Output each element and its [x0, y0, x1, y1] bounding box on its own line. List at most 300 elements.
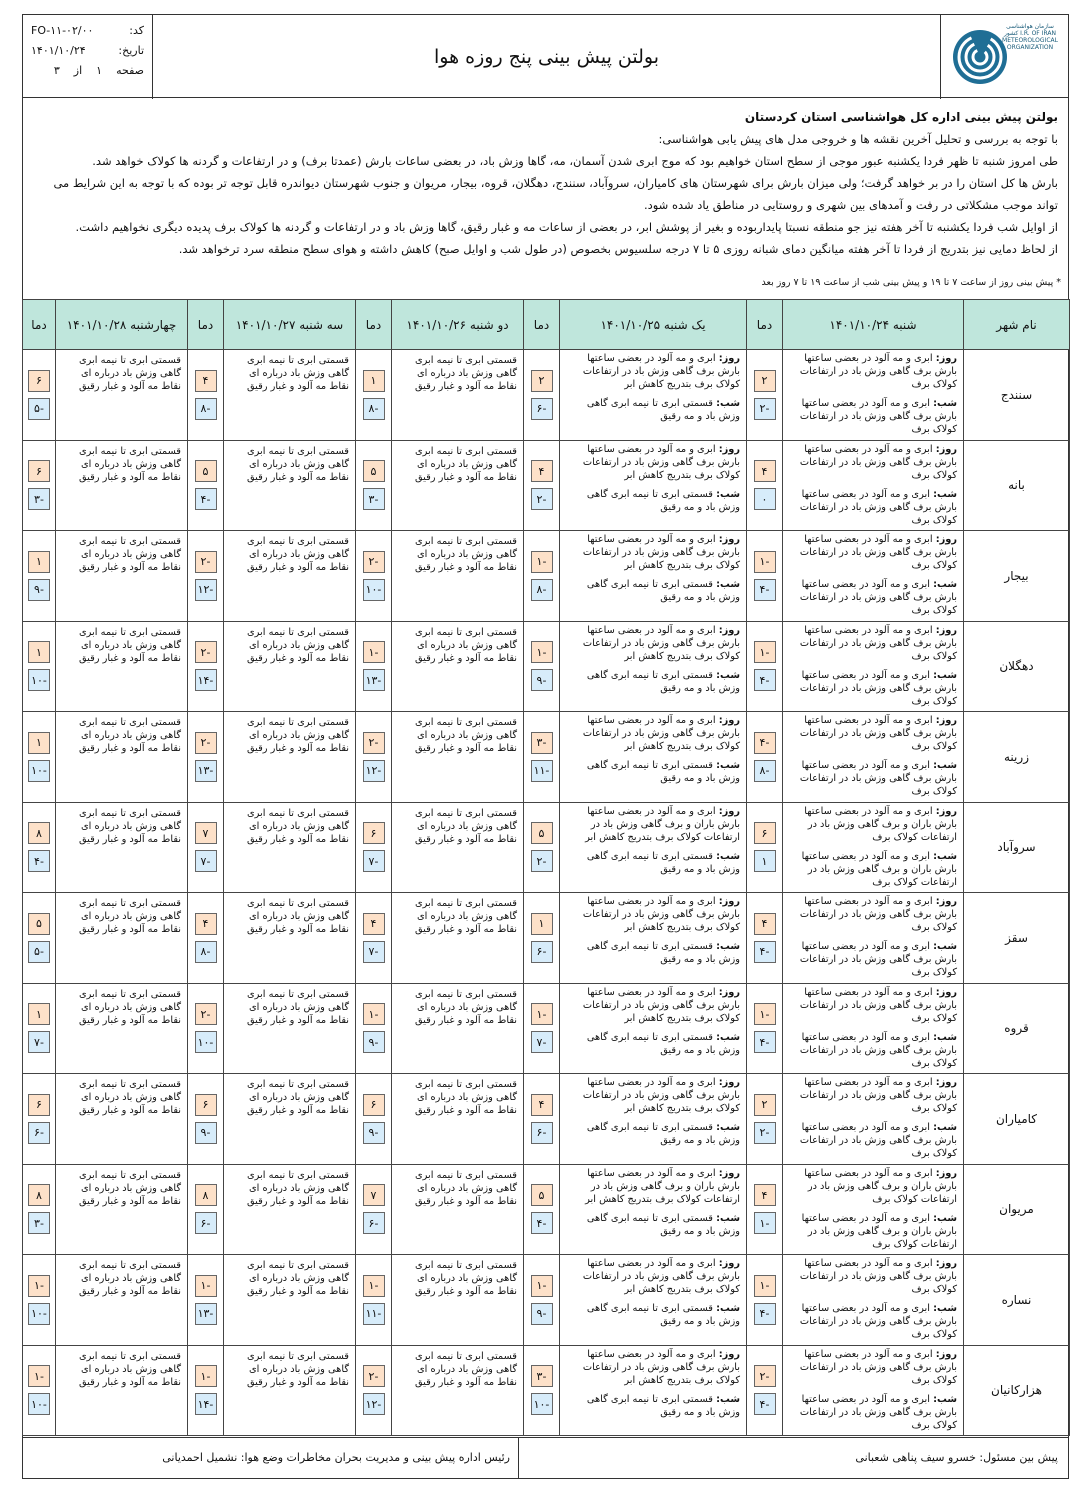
night-forecast-text: ابری و مه آلود در بعضی ساعتها بارش برف گاهی وزش باد در ارتفاعات کولاک برف: [799, 1303, 957, 1340]
forecast-text: قسمتی ابری تا نیمه ابری گاهی وزش باد درباره ای نقاط مه آلود و غبار رقیق: [56, 893, 188, 984]
day-forecast-text: ابری و مه آلود در بعضی ساعتها بارش برف گاهی وزش باد در ارتفاعات کولاک برف بتدریج کاهش ابر: [582, 443, 740, 481]
night-forecast: [566, 1302, 740, 1328]
intro-section: [22, 98, 1069, 288]
day-forecast: [789, 986, 957, 1025]
day-forecast-text: ابری و مه آلود در بعضی ساعتها بارش برف گاهی وزش باد در ارتفاعات کولاک برف بتدریج کاهش ابر: [582, 1348, 740, 1386]
min-temp: -۸: [195, 398, 217, 420]
min-temp: -۸: [531, 579, 553, 601]
night-label: شب:: [933, 850, 957, 862]
day-label: روز:: [718, 986, 740, 998]
forecast-text: قسمتی ابری تا نیمه ابری گاهی وزش باد درباره ای نقاط مه آلود و غبار رقیق: [224, 1074, 356, 1165]
night-forecast-text: قسمتی ابری تا نیمه ابری گاهی وزش باد و مه رقیق: [586, 850, 740, 875]
night-forecast: [566, 1031, 740, 1057]
forecast-text: قسمتی ابری تا نیمه ابری گاهی وزش باد درباره ای نقاط مه آلود و غبار رقیق: [392, 802, 524, 893]
day-forecast: [789, 805, 957, 844]
forecast-text: قسمتی ابری تا نیمه ابری گاهی وزش باد درباره ای نقاط مه آلود و غبار رقیق: [56, 531, 188, 622]
min-temp: -۹: [531, 1303, 553, 1325]
day-forecast-text: ابری و مه آلود در بعضی ساعتها بارش برف گاهی وزش باد در ارتفاعات کولاک برف بتدریج کاهش ابر: [582, 624, 740, 662]
temperature-cell: [356, 1345, 392, 1436]
max-temp: -۴: [754, 732, 776, 754]
temperature-cell: [188, 1074, 224, 1165]
temperature-cell: [188, 621, 224, 712]
day-forecast-text: ابری و مه آلود در بعضی ساعتها بارش برف گاهی وزش باد در ارتفاعات کولاک برف بتدریج کاهش ابر: [582, 353, 740, 390]
date-label: تاریخ:: [118, 44, 144, 57]
department-head-name: رئیس اداره پیش بینی و مدیریت بحران مخاطرات وضع هوا: نشمیل احمدیانی: [162, 1451, 510, 1464]
day-forecast: [566, 443, 740, 482]
day-label: روز:: [935, 1077, 957, 1088]
temperature-cell: [356, 621, 392, 712]
temperature-cell: [747, 712, 783, 803]
max-temp: ۴: [531, 460, 553, 482]
code-value: FO-۱۱-۰۲/۰۰: [31, 24, 94, 37]
day-night-forecast: [783, 1074, 964, 1165]
table-row: [23, 802, 1070, 893]
day-night-forecast: [560, 1255, 747, 1346]
table-row: [23, 1345, 1070, 1436]
night-forecast-text: قسمتی ابری تا نیمه ابری گاهی وزش باد و مه رقیق: [586, 669, 740, 694]
forecast-text: قسمتی ابری تا نیمه ابری گاهی وزش باد درباره ای نقاط مه آلود و غبار رقیق: [224, 983, 356, 1074]
temperature-cell: [23, 1255, 56, 1346]
min-temp: -۱۰: [28, 669, 50, 691]
intro-line: با توجه به بررسی و تحلیل آخرین نقشه ها و خروجی مدل های پیش یابی هواشناسی:: [658, 132, 1058, 146]
min-temp: -۶: [531, 941, 553, 963]
min-temp: -۴: [754, 1031, 776, 1053]
night-forecast: [789, 1121, 957, 1160]
day-forecast-text: ابری و مه آلود در بعضی ساعتها بارش برف گاهی وزش باد در ارتفاعات کولاک برف بتدریج کاهش ابر: [582, 1077, 740, 1114]
temperature-cell: [524, 1345, 560, 1436]
min-temp: -۷: [531, 1031, 553, 1053]
day-forecast-text: ابری و مه آلود در بعضی ساعتها بارش باران و برف گاهی وزش باد در ارتفاعات کولاک برف بتدریج کاهش ابر: [585, 1167, 740, 1205]
city-name: کامیاران: [964, 1074, 1070, 1165]
temperature-cell: [188, 893, 224, 984]
forecast-text: قسمتی ابری تا نیمه ابری گاهی وزش باد درباره ای نقاط مه آلود و غبار رقیق: [224, 1345, 356, 1436]
table-row: [23, 531, 1070, 622]
max-temp: -۱: [363, 1003, 385, 1025]
day-night-forecast: [783, 1164, 964, 1255]
day-forecast: [566, 1257, 740, 1296]
city-name: مریوان: [964, 1164, 1070, 1255]
day-forecast-text: ابری و مه آلود در بعضی ساعتها بارش باران و برف گاهی وزش باد در ارتفاعات کولاک برف: [804, 1167, 957, 1205]
day-forecast: [789, 895, 957, 934]
max-temp: -۲: [754, 1365, 776, 1387]
night-forecast: [566, 1393, 740, 1419]
day-label: روز:: [718, 1077, 740, 1088]
forecast-text: قسمتی ابری تا نیمه ابری گاهی وزش باد درباره ای نقاط مه آلود و غبار رقیق: [224, 350, 356, 441]
forecast-text: قسمتی ابری تا نیمه ابری گاهی وزش باد درباره ای نقاط مه آلود و غبار رقیق: [56, 350, 188, 441]
max-temp: ۵: [531, 822, 553, 844]
day-forecast-text: ابری و مه آلود در بعضی ساعتها بارش برف گاهی وزش باد در ارتفاعات کولاک برف: [799, 624, 957, 662]
max-temp: -۱: [754, 1275, 776, 1297]
table-header-row: [23, 300, 1070, 350]
max-temp: ۶: [28, 1094, 50, 1116]
table-row: [23, 712, 1070, 803]
temperature-cell: [747, 350, 783, 441]
document-title: بولتن پیش بینی پنج روزه هوا: [433, 46, 659, 68]
min-temp: -۳: [28, 1212, 50, 1234]
night-forecast: [789, 759, 957, 798]
night-forecast-text: قسمتی ابری تا نیمه ابری گاهی وزش باد و مه رقیق: [586, 1212, 740, 1237]
day-night-forecast: [783, 893, 964, 984]
night-label: شب:: [716, 1303, 740, 1314]
max-temp: -۱: [531, 641, 553, 663]
table-row: [23, 893, 1070, 984]
day-label: روز:: [935, 986, 957, 998]
night-label: شب:: [933, 941, 957, 952]
night-label: شب:: [716, 1031, 740, 1043]
max-temp: -۲: [195, 551, 217, 573]
day-forecast: [566, 986, 740, 1025]
day-forecast: [789, 443, 957, 482]
day-forecast: [566, 1167, 740, 1206]
day-column-header: دو شنبه ۱۴۰۱/۱۰/۲۶: [392, 300, 524, 350]
night-forecast-text: قسمتی ابری تا نیمه ابری گاهی وزش باد و مه رقیق: [586, 488, 740, 513]
max-temp: ۲: [754, 370, 776, 392]
day-night-forecast: [560, 621, 747, 712]
temperature-cell: [188, 983, 224, 1074]
min-temp: -۸: [754, 760, 776, 782]
city-name: هزارکانیان: [964, 1345, 1070, 1436]
intro-paragraphs: [29, 128, 1058, 260]
max-temp: -۳: [531, 1365, 553, 1387]
temperature-cell: [23, 350, 56, 441]
temperature-cell: [356, 1074, 392, 1165]
day-forecast: [566, 714, 740, 753]
temperature-cell: [188, 1164, 224, 1255]
day-forecast-text: ابری و مه آلود در بعضی ساعتها بارش برف گاهی وزش باد در ارتفاعات کولاک برف: [799, 534, 957, 571]
day-label: روز:: [935, 443, 957, 455]
max-temp: -۱: [28, 1275, 50, 1297]
night-label: شب:: [716, 850, 740, 862]
temperature-cell: [747, 983, 783, 1074]
city-name: سقز: [964, 893, 1070, 984]
max-temp: -۲: [195, 732, 217, 754]
max-temp: -۱: [531, 551, 553, 573]
day-label: روز:: [718, 353, 740, 364]
forecast-text: قسمتی ابری تا نیمه ابری گاهی وزش باد درباره ای نقاط مه آلود و غبار رقیق: [224, 893, 356, 984]
temperature-cell: [23, 1345, 56, 1436]
night-forecast-text: قسمتی ابری تا نیمه ابری گاهی وزش باد و مه رقیق: [586, 1031, 740, 1056]
day-column-header: چهارشنبه ۱۴۰۱/۱۰/۲۸: [56, 300, 188, 350]
day-forecast: [789, 1257, 957, 1296]
forecast-table: [22, 299, 1070, 1436]
night-label: شب:: [716, 941, 740, 952]
day-label: روز:: [718, 715, 740, 726]
max-temp: ۶: [195, 1094, 217, 1116]
temperature-cell: [188, 440, 224, 531]
max-temp: ۱: [363, 370, 385, 392]
night-forecast: [789, 578, 957, 617]
table-row: [23, 1255, 1070, 1346]
temp-column-header: دما: [524, 300, 560, 350]
forecast-text: قسمتی ابری تا نیمه ابری گاهی وزش باد درباره ای نقاط مه آلود و غبار رقیق: [56, 440, 188, 531]
temperature-cell: [188, 531, 224, 622]
document: [22, 14, 1069, 1431]
page-label: صفحه: [116, 64, 144, 77]
temperature-cell: [524, 712, 560, 803]
max-temp: -۲: [363, 551, 385, 573]
max-temp: ۱: [531, 913, 553, 935]
night-forecast-text: ابری و مه آلود در بعضی ساعتها بارش برف گاهی وزش باد در ارتفاعات کولاک برف: [799, 398, 957, 435]
max-temp: -۲: [363, 1365, 385, 1387]
temperature-cell: [23, 802, 56, 893]
day-night-forecast: [560, 712, 747, 803]
max-temp: ۴: [754, 1184, 776, 1206]
temperature-cell: [356, 440, 392, 531]
day-label: روز:: [935, 805, 957, 817]
day-night-forecast: [560, 350, 747, 441]
night-forecast: [789, 1302, 957, 1341]
min-temp: -۷: [363, 850, 385, 872]
day-forecast-text: ابری و مه آلود در بعضی ساعتها بارش برف گاهی وزش باد در ارتفاعات کولاک برف: [799, 986, 957, 1024]
night-forecast: [789, 1393, 957, 1432]
max-temp: ۸: [28, 1184, 50, 1206]
temperature-cell: [524, 440, 560, 531]
night-forecast-text: ابری و مه آلود در بعضی ساعتها بارش برف گاهی وزش باد در ارتفاعات کولاک برف: [799, 941, 957, 978]
max-temp: ۵: [363, 460, 385, 482]
day-label: روز:: [718, 896, 740, 907]
day-label: روز:: [718, 1258, 740, 1269]
day-label: روز:: [718, 805, 740, 817]
night-forecast: [566, 397, 740, 423]
day-label: روز:: [935, 353, 957, 364]
forecast-time-note: * پیش بینی روز از ساعت ۷ تا ۱۹ و پیش بینی شب از ساعت ۱۹ تا ۷ روز بعد: [761, 277, 1061, 288]
intro-line: طی امروز شنبه تا ظهر فردا یکشنبه عبور موجی از سطح استان خواهیم بود که موج ابری شدن آسمان، مه، گاها وزش باد، در بعضی ساعات بارش (عمدتا برف) و در ارتفاعات و گردنه ها کولاک خواهد شد.: [92, 154, 1058, 168]
min-temp: -۱۰: [28, 1303, 50, 1325]
day-label: روز:: [718, 1348, 740, 1360]
day-label: روز:: [935, 1348, 957, 1360]
night-forecast: [789, 488, 957, 527]
forecast-text: قسمتی ابری تا نیمه ابری گاهی وزش باد درباره ای نقاط مه آلود و غبار رقیق: [224, 1255, 356, 1346]
night-forecast: [566, 1121, 740, 1147]
night-forecast-text: ابری و مه آلود در بعضی ساعتها بارش باران و برف گاهی وزش باد در ارتفاعات کولاک برف: [801, 850, 957, 888]
min-temp: -۴: [754, 669, 776, 691]
min-temp: ۱: [754, 850, 776, 872]
day-forecast-text: ابری و مه آلود در بعضی ساعتها بارش برف گاهی وزش باد در ارتفاعات کولاک برف: [799, 1258, 957, 1295]
temperature-cell: [747, 621, 783, 712]
day-night-forecast: [560, 983, 747, 1074]
night-forecast-text: ابری و مه آلود در بعضی ساعتها بارش برف گاهی وزش باد در ارتفاعات کولاک برف: [799, 488, 957, 526]
day-forecast-text: ابری و مه آلود در بعضی ساعتها بارش برف گاهی وزش باد در ارتفاعات کولاک برف بتدریج کاهش ابر: [582, 534, 740, 571]
max-temp: -۱: [195, 1275, 217, 1297]
forecast-text: قسمتی ابری تا نیمه ابری گاهی وزش باد درباره ای نقاط مه آلود و غبار رقیق: [224, 712, 356, 803]
temperature-cell: [23, 712, 56, 803]
max-temp: -۱: [754, 641, 776, 663]
min-temp: -۱۳: [195, 760, 217, 782]
day-forecast: [789, 1167, 957, 1206]
night-forecast-text: قسمتی ابری تا نیمه ابری گاهی وزش باد و مه رقیق: [586, 941, 740, 965]
night-forecast: [789, 1212, 957, 1251]
night-label: شب:: [716, 488, 740, 500]
forecast-text: قسمتی ابری تا نیمه ابری گاهی وزش باد درباره ای نقاط مه آلود و غبار رقیق: [392, 350, 524, 441]
night-forecast-text: قسمتی ابری تا نیمه ابری گاهی وزش باد و مه رقیق: [586, 1393, 740, 1418]
temperature-cell: [747, 1255, 783, 1346]
night-forecast: [566, 850, 740, 876]
min-temp: -۱۲: [363, 1393, 385, 1415]
forecast-text: قسمتی ابری تا نیمه ابری گاهی وزش باد درباره ای نقاط مه آلود و غبار رقیق: [224, 621, 356, 712]
night-forecast-text: قسمتی ابری تا نیمه ابری گاهی وزش باد و مه رقیق: [586, 1122, 740, 1146]
temperature-cell: [23, 893, 56, 984]
min-temp: -۹: [531, 669, 553, 691]
night-forecast: [789, 397, 957, 436]
min-temp: -۸: [363, 398, 385, 420]
temperature-cell: [747, 802, 783, 893]
forecast-text: قسمتی ابری تا نیمه ابری گاهی وزش باد درباره ای نقاط مه آلود و غبار رقیق: [56, 1345, 188, 1436]
forecast-text: قسمتی ابری تا نیمه ابری گاهی وزش باد درباره ای نقاط مه آلود و غبار رقیق: [392, 1345, 524, 1436]
day-label: روز:: [935, 896, 957, 907]
forecast-text: قسمتی ابری تا نیمه ابری گاهی وزش باد درباره ای نقاط مه آلود و غبار رقیق: [392, 893, 524, 984]
organization-logo: [940, 15, 1068, 99]
day-forecast: [789, 714, 957, 753]
max-temp: ۴: [754, 913, 776, 935]
city-column-header: نام شهر: [964, 300, 1070, 350]
temperature-cell: [188, 1345, 224, 1436]
day-label: روز:: [935, 715, 957, 726]
intro-line: از اوایل شب فردا یکشنبه تا آخر هفته نیز جو منطقه نسبتا پایداربوده و بغیر از پوشش ابر، در بعضی از ساعات مه و غبار رقیق، گاها وزش باد و در ارتفاعات و گردنه ها کولاک برف پدیده دیگری نخواهیم داشت.: [75, 220, 1058, 234]
min-temp: -۴: [195, 488, 217, 510]
day-forecast: [789, 1076, 957, 1115]
day-label: روز:: [935, 534, 957, 545]
min-temp: -۹: [195, 1122, 217, 1144]
day-forecast-text: ابری و مه آلود در بعضی ساعتها بارش باران و برف گاهی وزش باد در ارتفاعات کولاک برف بتدریج کاهش ابر: [585, 805, 740, 843]
max-temp: ۱: [28, 551, 50, 573]
day-forecast: [566, 895, 740, 934]
forecast-text: قسمتی ابری تا نیمه ابری گاهی وزش باد درباره ای نقاط مه آلود و غبار رقیق: [392, 531, 524, 622]
min-temp: -۶: [531, 398, 553, 420]
temperature-cell: [23, 983, 56, 1074]
day-night-forecast: [560, 1345, 747, 1436]
min-temp: -۷: [195, 850, 217, 872]
night-label: شب:: [933, 760, 957, 771]
night-forecast-text: ابری و مه آلود در بعضی ساعتها بارش برف گاهی وزش باد در ارتفاعات کولاک برف: [799, 1031, 957, 1069]
day-forecast: [566, 1076, 740, 1115]
forecast-text: قسمتی ابری تا نیمه ابری گاهی وزش باد درباره ای نقاط مه آلود و غبار رقیق: [392, 621, 524, 712]
min-temp: -۱۴: [195, 1393, 217, 1415]
min-temp: -۴: [754, 941, 776, 963]
forecast-text: قسمتی ابری تا نیمه ابری گاهی وزش باد درباره ای نقاط مه آلود و غبار رقیق: [56, 802, 188, 893]
night-label: شب:: [933, 488, 957, 500]
temperature-cell: [356, 1164, 392, 1255]
day-forecast-text: ابری و مه آلود در بعضی ساعتها بارش برف گاهی وزش باد در ارتفاعات کولاک برف: [799, 1077, 957, 1114]
max-temp: ۶: [363, 822, 385, 844]
min-temp: -۲: [754, 1122, 776, 1144]
table-row: [23, 983, 1070, 1074]
temperature-cell: [356, 893, 392, 984]
day-forecast: [566, 352, 740, 391]
city-name: بیجار: [964, 531, 1070, 622]
night-forecast: [789, 1031, 957, 1070]
max-temp: -۳: [531, 732, 553, 754]
temperature-cell: [747, 1074, 783, 1165]
day-forecast-text: ابری و مه آلود در بعضی ساعتها بارش برف گاهی وزش باد در ارتفاعات کولاک برف: [799, 443, 957, 481]
forecast-text: قسمتی ابری تا نیمه ابری گاهی وزش باد درباره ای نقاط مه آلود و غبار رقیق: [56, 1164, 188, 1255]
temperature-cell: [747, 893, 783, 984]
min-temp: -۱۱: [363, 1303, 385, 1325]
temperature-cell: [747, 1164, 783, 1255]
min-temp: -۷: [363, 941, 385, 963]
table-row: [23, 440, 1070, 531]
temp-column-header: دما: [356, 300, 392, 350]
forecast-text: قسمتی ابری تا نیمه ابری گاهی وزش باد درباره ای نقاط مه آلود و غبار رقیق: [224, 440, 356, 531]
day-night-forecast: [783, 802, 964, 893]
forecast-text: قسمتی ابری تا نیمه ابری گاهی وزش باد درباره ای نقاط مه آلود و غبار رقیق: [392, 983, 524, 1074]
forecast-text: قسمتی ابری تا نیمه ابری گاهی وزش باد درباره ای نقاط مه آلود و غبار رقیق: [392, 1164, 524, 1255]
min-temp: -۱۴: [195, 669, 217, 691]
day-night-forecast: [783, 1255, 964, 1346]
night-forecast-text: ابری و مه آلود در بعضی ساعتها بارش برف گاهی وزش باد در ارتفاعات کولاک برف: [799, 669, 957, 707]
day-night-forecast: [560, 893, 747, 984]
night-label: شب:: [933, 1122, 957, 1133]
max-temp: -۲: [363, 732, 385, 754]
max-temp: -۱: [28, 1365, 50, 1387]
bulletin-subtitle: بولتن پیش بینی اداره کل هواشناسی استان کردستان: [744, 110, 1058, 124]
min-temp: -۳: [28, 488, 50, 510]
temperature-cell: [23, 1164, 56, 1255]
max-temp: ۲: [754, 1094, 776, 1116]
night-forecast: [566, 488, 740, 514]
night-label: شب:: [716, 398, 740, 409]
night-forecast-text: ابری و مه آلود در بعضی ساعتها بارش برف گاهی وزش باد در ارتفاعات کولاک برف: [799, 1393, 957, 1431]
table-row: [23, 1074, 1070, 1165]
night-forecast: [566, 940, 740, 966]
day-night-forecast: [560, 1074, 747, 1165]
temp-column-header: دما: [188, 300, 224, 350]
day-forecast: [566, 805, 740, 844]
night-forecast: [566, 669, 740, 695]
night-forecast-text: قسمتی ابری تا نیمه ابری گاهی وزش باد و مه رقیق: [586, 1303, 740, 1327]
day-column-header: سه شنبه ۱۴۰۱/۱۰/۲۷: [224, 300, 356, 350]
city-name: زرینه: [964, 712, 1070, 803]
min-temp: -۱۲: [195, 579, 217, 601]
page-total: ۳: [53, 64, 60, 77]
document-header: [22, 14, 1069, 98]
temperature-cell: [188, 712, 224, 803]
min-temp: -۴: [754, 1303, 776, 1325]
forecast-text: قسمتی ابری تا نیمه ابری گاهی وزش باد درباره ای نقاط مه آلود و غبار رقیق: [56, 1255, 188, 1346]
day-forecast: [566, 533, 740, 572]
intro-line: از لحاظ دمایی نیز بتدریج از فردا تا آخر هفته میانگین دمای شبانه روزی ۵ تا ۷ درجه سلسیوس بخصوص (در طول شب و اوایل صبح) کاهش داشته و هوای سطح منطقه سرد ترخواهد شد.: [178, 242, 1058, 256]
night-forecast-text: ابری و مه آلود در بعضی ساعتها بارش برف گاهی وزش باد در ارتفاعات کولاک برف: [799, 579, 957, 616]
day-label: روز:: [718, 443, 740, 455]
min-temp: -۱: [754, 1212, 776, 1234]
min-temp: -۱۱: [531, 760, 553, 782]
code-label: کد:: [129, 24, 144, 37]
document-meta: [23, 15, 153, 99]
day-forecast: [789, 533, 957, 572]
night-label: شب:: [716, 1393, 740, 1405]
day-night-forecast: [560, 1164, 747, 1255]
night-label: شب:: [716, 1122, 740, 1133]
temperature-cell: [524, 802, 560, 893]
night-forecast: [789, 850, 957, 889]
max-temp: -۱: [363, 1275, 385, 1297]
max-temp: ۵: [28, 913, 50, 935]
night-forecast: [566, 1212, 740, 1238]
night-label: شب:: [716, 669, 740, 681]
night-forecast: [789, 669, 957, 708]
min-temp: -۳: [363, 488, 385, 510]
forecast-text: قسمتی ابری تا نیمه ابری گاهی وزش باد درباره ای نقاط مه آلود و غبار رقیق: [224, 531, 356, 622]
max-temp: -۱: [531, 1275, 553, 1297]
day-column-header: یک شنبه ۱۴۰۱/۱۰/۲۵: [560, 300, 747, 350]
max-temp: ۶: [28, 370, 50, 392]
max-temp: ۵: [195, 460, 217, 482]
day-label: روز:: [935, 624, 957, 636]
day-forecast: [789, 352, 957, 391]
day-label: روز:: [935, 1258, 957, 1269]
temperature-cell: [524, 983, 560, 1074]
logo-text: سازمان هواشناسی کشور I.R. OF IRAN METEOROLOGICAL ORGANIZATION: [1002, 23, 1058, 51]
min-temp: -۲: [754, 398, 776, 420]
